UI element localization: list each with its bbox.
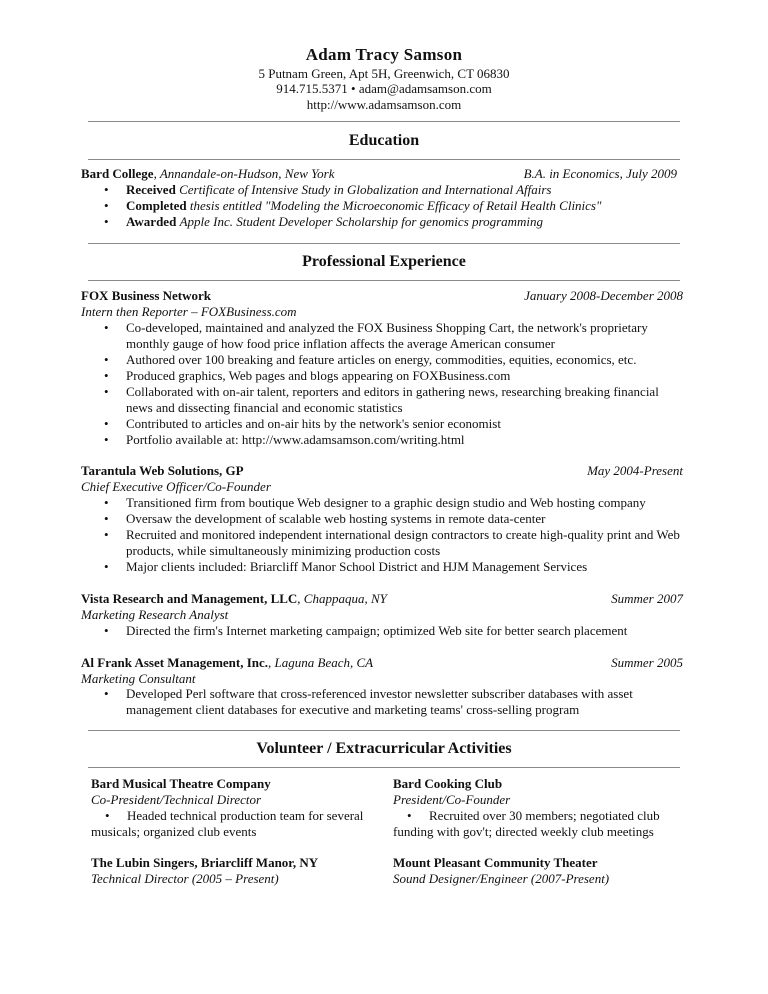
org-name: The Lubin Singers, Briarcliff Manor, NY xyxy=(91,855,319,870)
job-header xyxy=(81,288,683,304)
job-dates: January 2008-December 2008 xyxy=(524,288,683,303)
job-header xyxy=(81,463,683,479)
org-name: Mount Pleasant Community Theater xyxy=(393,855,598,870)
job-bullets xyxy=(81,686,687,718)
job-bullets xyxy=(81,320,687,448)
divider xyxy=(88,243,680,244)
list-item: • Major clients included: Briarcliff Manor School District and HJM Management Services xyxy=(104,559,588,574)
list-item: • Recruited and monitored independent international design contractors to create high-quality print and Web products, while simultaneously minimizing production costs xyxy=(104,527,680,558)
divider xyxy=(88,730,680,731)
applicant-name: Adam Tracy Samson xyxy=(305,45,463,64)
divider xyxy=(88,159,680,160)
list-item: • Oversaw the development of scalable web hosting systems in remote data-center xyxy=(104,511,546,526)
volunteer-item xyxy=(393,855,683,887)
list-item: • Contributed to articles and on-air hits by the network's senior economist xyxy=(104,416,501,431)
list-item: • Authored over 100 breaking and feature articles on energy, commodities, equities, economics, etc. xyxy=(104,352,637,367)
volunteer-item xyxy=(393,776,683,840)
section-title-education: Education xyxy=(348,132,420,149)
degree: B.A. in Economics, July 2009 xyxy=(523,166,677,181)
job-role: Intern then Reporter – FOXBusiness.com xyxy=(81,304,297,319)
education-list xyxy=(81,182,687,230)
divider xyxy=(88,767,680,768)
list-item: • Co-developed, maintained and analyzed the FOX Business Shopping Cart, the network's proprietary monthly gauge of how food price inflation affects the average American consumer xyxy=(104,320,648,351)
school-location: , Annandale-on-Hudson, New York xyxy=(153,166,335,181)
org-role: Co-President/Technical Director xyxy=(91,792,262,807)
list-item: • Developed Perl software that cross-referenced investor newsletter subscriber databases with asset management client databases for executive and marketing teams' cross-selling program xyxy=(104,686,633,717)
job-role: Marketing Consultant xyxy=(81,671,196,686)
job-header: Vista Research and Management, LLC, Chappaqua, NY Summer 2007 xyxy=(81,591,683,606)
divider xyxy=(88,280,680,281)
org-role: Sound Designer/Engineer (2007-Present) xyxy=(393,871,610,886)
job-role: Chief Executive Officer/Co-Founder xyxy=(81,479,271,494)
company-name: Vista Research and Management, LLC xyxy=(81,591,298,606)
list-item: • Completed thesis entitled "Modeling the Microeconomic Efficacy of Retail Health Clinics" xyxy=(104,198,602,213)
website-line: http://www.adamsamson.com xyxy=(306,97,462,112)
contact-line: 914.715.5371 • adam@adamsamson.com xyxy=(276,81,492,96)
org-role: President/Co-Founder xyxy=(393,792,511,807)
job-header: Al Frank Asset Management, Inc., Laguna Beach, CA Summer 2005 xyxy=(81,655,683,670)
job-dates: Summer 2005 xyxy=(611,655,683,670)
volunteer-item xyxy=(91,776,381,840)
school-name: Bard College xyxy=(81,166,154,181)
job-role: Marketing Research Analyst xyxy=(81,607,229,622)
volunteer-item xyxy=(91,855,381,887)
list-item: • Transitioned firm from boutique Web designer to a graphic design studio and Web hosting company xyxy=(104,495,646,510)
job-dates: Summer 2007 xyxy=(611,591,683,606)
org-name: Bard Cooking Club xyxy=(393,776,503,791)
address-line: 5 Putnam Green, Apt 5H, Greenwich, CT 06830 xyxy=(258,66,510,81)
list-item: • Received Certificate of Intensive Study in Globalization and International Affairs xyxy=(104,182,552,197)
job-bullets xyxy=(81,495,687,575)
org-desc: • Headed technical production team for several musicals; organized club events xyxy=(91,808,364,839)
education-row xyxy=(81,166,683,182)
list-item: • Produced graphics, Web pages and blogs appearing on FOXBusiness.com xyxy=(104,368,511,383)
list-item: • Directed the firm's Internet marketing campaign; optimized Web site for better search placement xyxy=(104,623,628,638)
org-role: Technical Director (2005 – Present) xyxy=(91,871,279,886)
section-title-volunteer: Volunteer / Extracurricular Activities xyxy=(256,740,512,757)
divider xyxy=(88,121,680,122)
org-desc: • Recruited over 30 members; negotiated club funding with gov't; directed weekly club meetings xyxy=(393,808,660,839)
org-name: Bard Musical Theatre Company xyxy=(91,776,271,791)
company-name: FOX Business Network xyxy=(81,288,212,303)
list-item: • Collaborated with on-air talent, reporters and editors in gathering news, researching breaking financial news and dissecting financial and economic statistics xyxy=(104,384,659,415)
section-title-experience: Professional Experience xyxy=(302,253,466,270)
company-name: Al Frank Asset Management, Inc. xyxy=(81,655,269,670)
list-item: • Awarded Apple Inc. Student Developer Scholarship for genomics programming xyxy=(104,214,544,229)
company-name: Tarantula Web Solutions, GP xyxy=(81,463,244,478)
job-bullets xyxy=(81,623,687,639)
list-item: • Portfolio available at: http://www.adamsamson.com/writing.html xyxy=(104,432,465,447)
job-dates: May 2004-Present xyxy=(587,463,683,478)
